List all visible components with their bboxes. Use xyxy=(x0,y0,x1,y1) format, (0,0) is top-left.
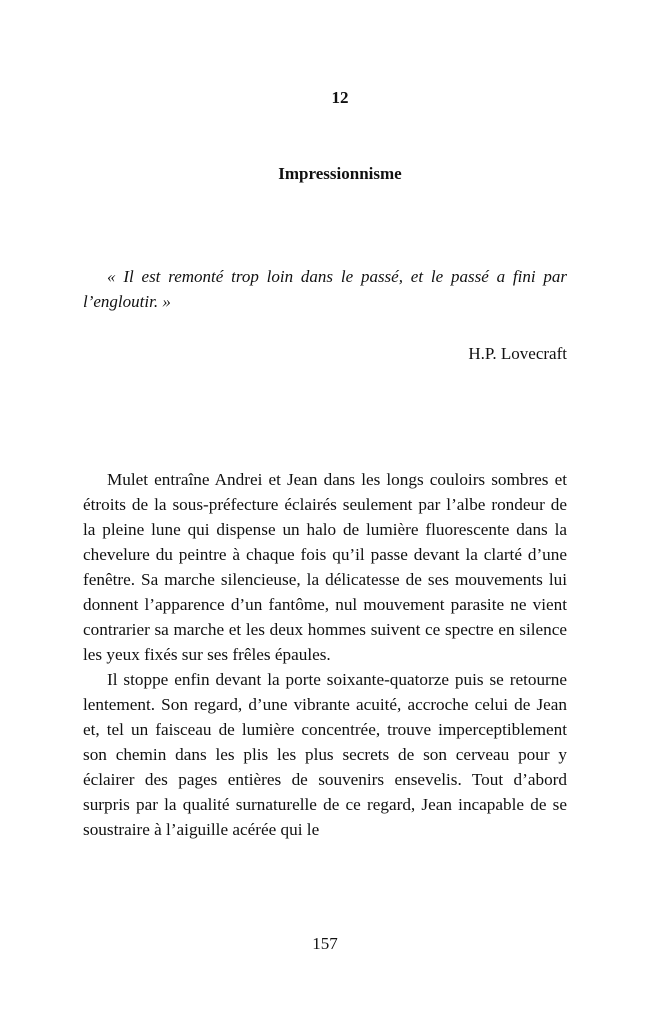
paragraph: Il stoppe enfin devant la porte soixante-quatorze puis se retourne lentement. Son regard, d’une vibrante acuité, accroche celui de Jean et, tel un faisceau de lumière concentrée, trouve imperceptiblement son chemin dans les plis les plus secrets de son cerveau pour y éclairer des pages entières de souvenirs ensevelis. Tout d’abord surpris par la qualité surnaturelle de ce regard, Jean incapable de se soustraire à l’aiguille acérée qui le xyxy=(83,670,567,839)
epigraph-author: H.P. Lovecraft xyxy=(468,344,567,363)
body-text xyxy=(83,467,567,842)
chapter-title: Impressionnisme xyxy=(278,164,402,183)
chapter-number: 12 xyxy=(331,88,349,107)
paragraph: Mulet entraîne Andrei et Jean dans les longs couloirs sombres et étroits de la sous-préfecture éclairés seulement par l’albe rondeur de la pleine lune qui dispense un halo de lumière fluorescente dans la chevelure du peintre à chaque fois qu’il passe devant la clarté d’une fenêtre. Sa marche silencieuse, la délicatesse de ses mouvements lui donnent l’apparence d’un fantôme, nul mouvement parasite ne vient contrarier sa marche et les deux hommes suivent ce spectre en silence les yeux fixés sur ses frêles épaules. xyxy=(83,470,567,664)
epigraph-quote: « Il est remonté trop loin dans le passé, et le passé a fini par l’engloutir. » xyxy=(83,267,567,311)
page-number: 157 xyxy=(312,934,338,953)
